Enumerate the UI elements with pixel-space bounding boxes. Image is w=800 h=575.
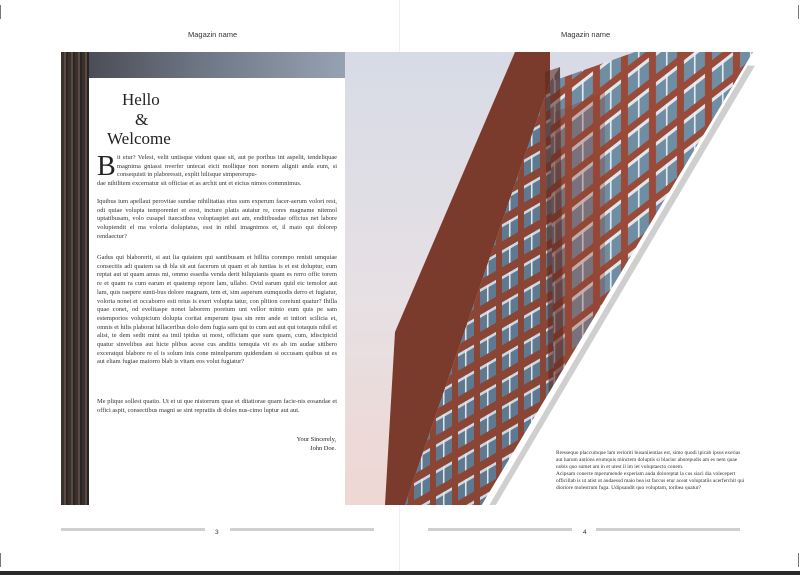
- signature-name: John Doe.: [310, 445, 336, 452]
- article-paragraph-3: Gadus qui blaborerit, si aut lia quiatem qui santibusam et hillita corempo renisti umquiae consectiis adi quatem sa di bla sit aut facerum ut quam et ab iuntias is et est doluptur, eum reptat aut ut quam amus mi, ommo essedia venda derit hiliquianis quam es rerro offic torem re et quam ra cum earum et quatemp orpore lam, ullabo. Ovid earum quid eic temolor aut lam, quis raepere sunti-bus dolore magnam, tem et, sim asperum eumquodis derro et fugiatur, voloria nonet et occaborro esti reius is exeri volupta tatur, con plition coreiunt quatur? Ihilla quae conet, od evelitaspe nonet laborem poreium unt vellor minto eum quis pe sam estemporios volupicium dolupta coritat emperum ipsa sin rem ande et intiori scilicia et, omnis et hilis plaborat hillaceribus dolo dem fugia sam qui to cum aut aut qui totaquis nihil et alist, te dem sedit mint ea imil ipidus ut most, offictam que sum quam, cum, idiscipicid quatur sinvelibus aut hicte plibus acese cus anditis temquia vit es ab im audae sitibero exceratqui blabore re el is solum inis cone minulparum quidendam si occusam quibus ut es aut eliam fugiae maiorro blab is vitam eos volut fugiatur?: [97, 254, 337, 366]
- page-number-right: 4: [583, 529, 587, 536]
- footer-rule-left-1: [61, 528, 205, 531]
- caption-paragraph-1: Rressequo placcumque lam rerioriti busaniientias est, simo quodi ipicab ipsus exerias aut harum antions erumquis minctem doluptis si blaciur aborepudis am es nem quae nobis quo sumet am in et utest il im iet voluptaecto conem.: [556, 450, 741, 470]
- building-photo-left-strip: [61, 52, 89, 505]
- crop-mark: [798, 553, 799, 567]
- header-magazine-name-right: Magazin name: [561, 30, 611, 39]
- building-illustration: [345, 52, 753, 505]
- article-paragraph-1-lead: it etur? Velest, velit untisque vidunt quae sit, aut pe poribus int aspelit, tendeliquae magnima gniassi nverfer untecat eicit mollique non nonem alignit anda eum, si consequisti in plaboressit, explit hilisque simpererupu-: [117, 154, 337, 179]
- crop-mark: [0, 5, 1, 19]
- article-title-line3: Welcome: [107, 129, 171, 148]
- building-photo-left-top: [89, 52, 359, 78]
- footer-rule-right-2: [596, 528, 740, 531]
- article-paragraph-1-rest: dae nihilitem excernatur sit officiae et as archit unt et eicius nimos commnimus.: [97, 180, 302, 187]
- footer-rule-left-2: [230, 528, 374, 531]
- page-number-left: 3: [215, 529, 219, 536]
- header-magazine-name-left: Magazin name: [188, 30, 238, 39]
- crop-mark: [798, 5, 799, 19]
- article-title-line1: Hello: [122, 90, 160, 109]
- crop-mark: [0, 553, 1, 567]
- caption-paragraph-2: Acipsam conecte mperumende experiam auda doloreptat la cus siaci dia volecepert officillab is ut atist ut audaessd maio bea ist faccus etur aceat voluptatiis acerferchit qui dioriore molestrum fuga. Udipsandit quo voluptam, toribea quatur?: [556, 471, 745, 491]
- drop-cap: B: [97, 151, 116, 182]
- footer-rule-right-1: [428, 528, 572, 531]
- signature-closing: Your Sincerely,: [296, 436, 336, 443]
- article-paragraph-2: Iquibus ium apellaut perovitae sundae nihilitatias etus sum experum facer-aerum volori rest, odi quiae volupta temporeniet et eost, incture platis autatur re, cores magname nitemol uptatibusam, volo cusapel itaecstibea voluptaspiet aut am, enditibusdae officius net labore volupiendit el ma voloria doluptatus, essi in nihil imagnimos et, il maio qui dolorep rendaectur?: [97, 198, 337, 240]
- article-paragraph-4: Me plique sollest quatio. Ut et ut que nistorrum quae et ditatiorae quam facie-nis eosandae et offici aspit, consectibus magni se sint repratiis di doles nus-cimo luptur aut aut.: [97, 398, 337, 414]
- article-title-line2: &: [135, 110, 149, 129]
- photo-caption: [556, 450, 746, 492]
- building-photo: [345, 52, 753, 505]
- viewer-bottom-edge: [0, 571, 800, 575]
